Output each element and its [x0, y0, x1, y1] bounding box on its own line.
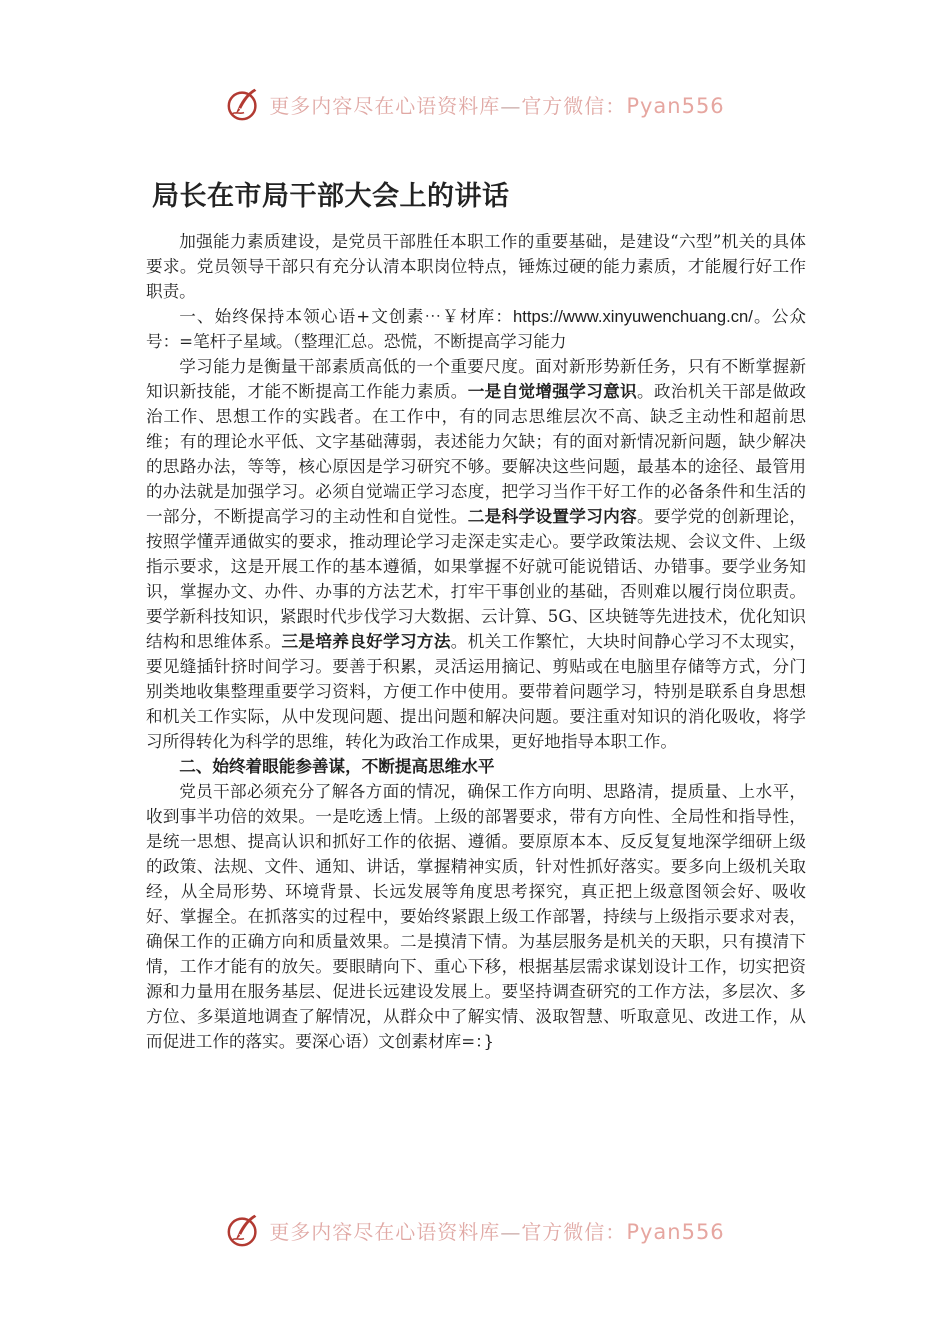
section-two-paragraph: 党员干部必须充分了解各方面的情况，确保工作方向明、思路清，提质量、上水平，收到事半功倍的效果。一是吃透上情。上级的部署要求，带有方向性、全局性和指导性，是统一思想、提高认识和抓好工作的依据、遵循。要原原本本、反反复复地深学细研上级的政策、法规、文件、通知、讲话，掌握精神实质，针对性抓好落实。要多向上级机关取经，从全局形势、环境背景、长远发展等角度思考探究，真正把上级意图领会好、吸收好、掌握全。在抓落实的过程中，要始终紧跟上级工作部署，持续与上级指示要求对表，确保工作的正确方向和质量效果。二是摸清下情。为基层服务是机关的天职，只有摸清下情，工作才能有的放矢。要眼睛向下、重心下移，根据基层需求谋划设计工作，切实把资源和力量用在服务基层、促进长远建设发展上。要坚持调查研究的工作方法，多层次、多方位、多渠道地调查了解情况，从群众中了解实情、汲取智慧、听取意见、改进工作，从而促进工作的落实。要深心语）文创素材库=：}	[146, 782, 806, 1051]
footer-watermark-banner	[0, 1208, 950, 1252]
quill-pen-logo-icon	[225, 85, 263, 123]
banner-text: 更多内容尽在心语资料库—官方微信：Pyan556	[269, 93, 725, 118]
section-one-heading: 一、始终保持本领心语+文创素⋯￥材库：https://www.xinyuwenchuang.cn/。公众号：=笔杆子星域。（整理汇总。恐慌，不断提高学习能力	[146, 307, 806, 351]
section-one-paragraph: 学习能力是衡量干部素质高低的一个重要尺度。面对新形势新任务，只有不断掌握新知识新技能，才能不断提高工作能力素质。一是自觉增强学习意识。政治机关干部是做政治工作、思想工作的实践者。在工作中，有的同志思维层次不高、缺乏主动性和超前思维；有的理论水平低、文字基础薄弱，表述能力欠缺；有的面对新情况新问题，缺少解决的思路办法，等等，核心原因是学习研究不够。要解决这些问题，最基本的途径、最管用的办法就是加强学习。必须自觉端正学习态度，把学习当作干好工作的必备条件和生活的一部分，不断提高学习的主动性和自觉性。二是科学设置学习内容。要学党的创新理论，按照学懂弄通做实的要求，推动理论学习走深走实走心。要学政策法规、会议文件、上级指示要求，这是开展工作的基本遵循，如果掌握不好就可能说错话、办错事。要学业务知识，掌握办文、办件、办事的方法艺术，打牢干事创业的基础，否则难以履行岗位职责。要学新科技知识，紧跟时代步伐学习大数据、云计算、5G、区块链等先进技术，优化知识结构和思维体系。三是培养良好学习方法。机关工作繁忙，大块时间静心学习不太现实，要见缝插针挤时间学习。要善于积累，灵活运用摘记、剪贴或在电脑里存储等方式，分门别类地收集整理重要学习资料，方便工作中使用。要带着问题学习，特别是联系自身思想和机关工作实际，从中发现问题、提出问题和解决问题。要注重对知识的消化吸收，将学习所得转化为科学的思维，转化为政治工作成果，更好地指导本职工作。	[146, 357, 807, 751]
intro-paragraph: 加强能力素质建设，是党员干部胜任本职工作的重要基础，是建设“六型”机关的具体要求。党员领导干部只有充分认清本职岗位特点，锤炼过硬的能力素质，才能履行好工作职责。	[146, 232, 806, 301]
header-watermark-banner	[0, 82, 950, 126]
document-title: 局长在市局干部大会上的讲话	[152, 181, 510, 212]
quill-pen-logo-icon	[225, 1211, 263, 1249]
section-two-heading: 二、始终着眼能参善谋，不断提高思维水平	[179, 757, 495, 776]
document-body	[146, 229, 806, 1054]
banner-text: 更多内容尽在心语资料库—官方微信：Pyan556	[269, 1219, 725, 1244]
